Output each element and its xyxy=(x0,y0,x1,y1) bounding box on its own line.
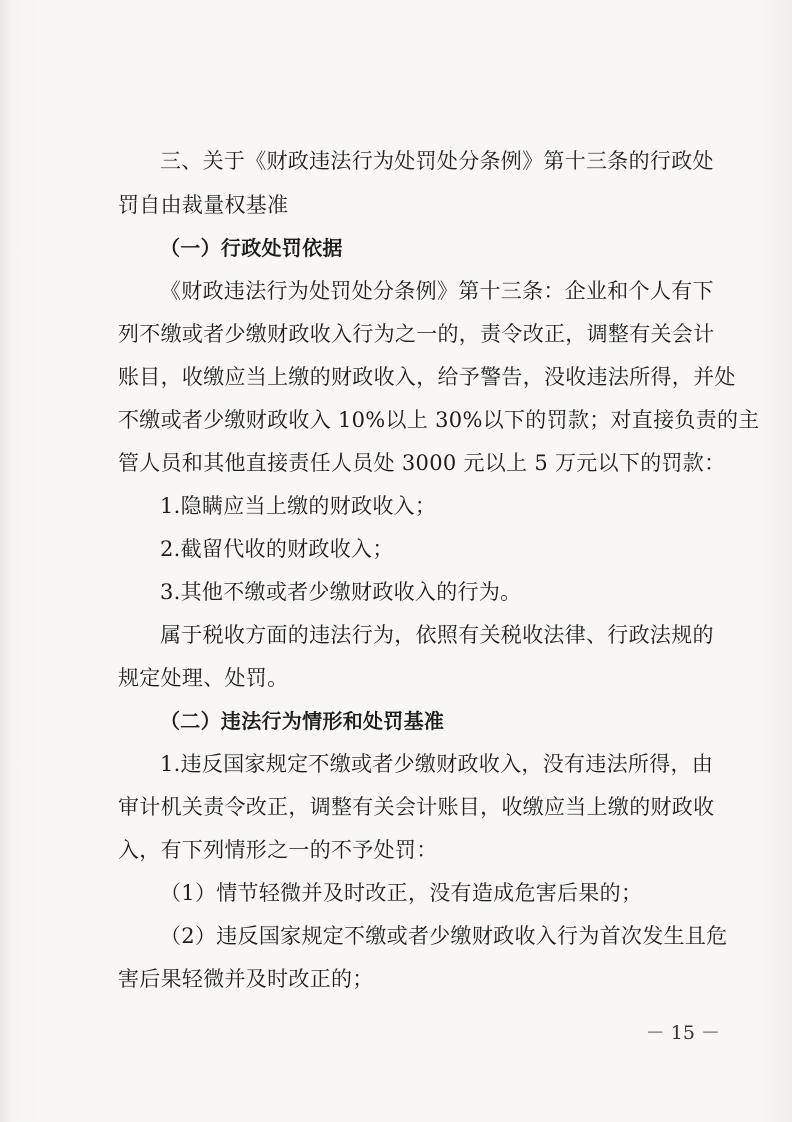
list-item: 1.隐瞒应当上缴的财政收入； xyxy=(160,494,437,518)
paragraph-line: 属于税收方面的违法行为，依照有关税收法律、行政法规的 xyxy=(160,623,714,647)
paragraph-line: 审计机关责令改正，调整有关会计账目，收缴应当上缴的财政收 xyxy=(118,795,715,819)
list-item: 2.截留代收的财政收入； xyxy=(160,537,394,561)
list-item: （1）情节轻微并及时改正，没有造成危害后果的； xyxy=(160,881,643,905)
paragraph-line: 管人员和其他直接责任人员处 3000 元以上 5 万元以下的罚款： xyxy=(118,451,726,475)
subsection-heading-basis: （一）行政处罚依据 xyxy=(160,236,343,260)
paragraph-line: 列不缴或者少缴财政收入行为之一的，责令改正，调整有关会计 xyxy=(118,322,715,346)
subsection-heading-standards: （二）违法行为情形和处罚基准 xyxy=(160,709,445,733)
page-number: － 15 － xyxy=(645,1022,720,1044)
paragraph-line: 规定处理、处罚。 xyxy=(118,666,289,690)
section-heading-line-2: 罚自由裁量权基准 xyxy=(118,193,289,217)
list-item: 3.其他不缴或者少缴财政收入的行为。 xyxy=(160,580,522,604)
list-item: （2）违反国家规定不缴或者少缴财政收入行为首次发生且危 xyxy=(160,924,728,948)
paragraph-line: 1.违反国家规定不缴或者少缴财政收入，没有违法所得，由 xyxy=(160,752,714,776)
paragraph-line: 害后果轻微并及时改正的； xyxy=(118,967,374,991)
section-heading-line-1: 三、关于《财政违法行为处罚处分条例》第十三条的行政处 xyxy=(160,149,714,173)
paragraph-line: 《财政违法行为处罚处分条例》第十三条：企业和个人有下 xyxy=(160,279,714,303)
paragraph-line: 入，有下列情形之一的不予处罚： xyxy=(118,838,438,862)
paragraph-line: 账目，收缴应当上缴的财政收入，给予警告，没收违法所得，并处 xyxy=(118,365,736,389)
paragraph-line: 不缴或者少缴财政收入 10%以上 30%以下的罚款；对直接负责的主 xyxy=(118,408,760,432)
